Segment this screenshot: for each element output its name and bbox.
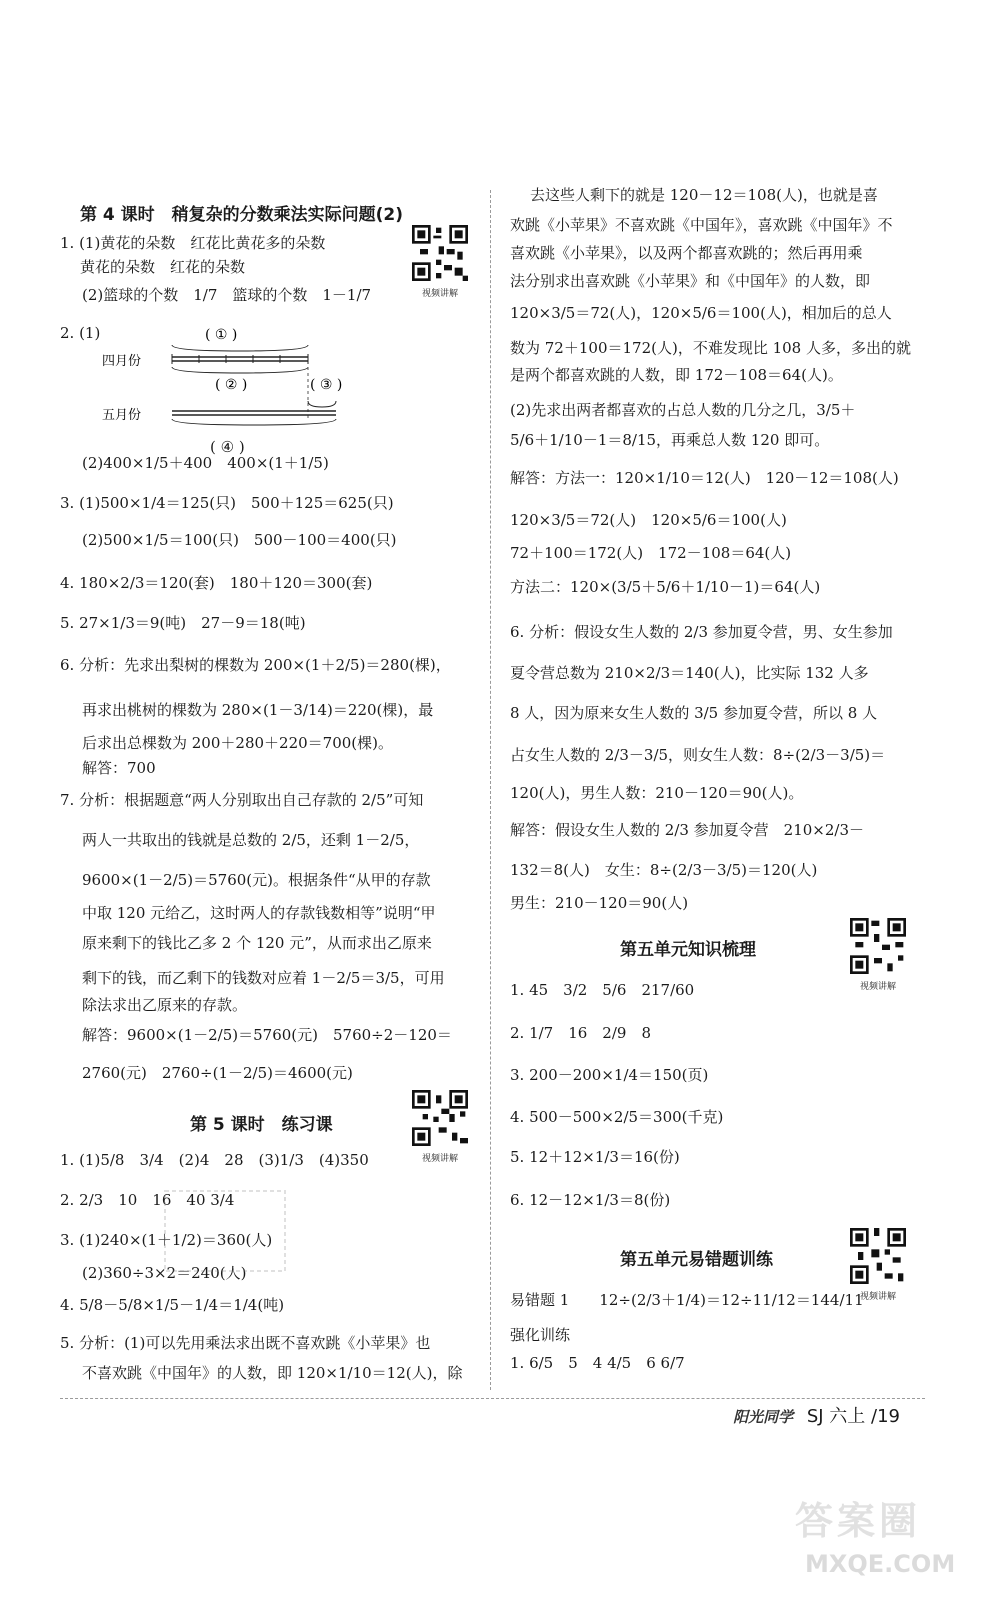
answer-7b: 两人一共取出的钱就是总数的 2/5，还剩 1－2/5， bbox=[82, 831, 420, 849]
answer-6b: 再求出桃树的棵数为 280×(1－3/14)＝220(棵)，最 bbox=[82, 701, 434, 719]
brand-logo: 阳光同学 bbox=[733, 1408, 794, 1426]
review-4: 4. 500－500×2/5＝300(千克) bbox=[510, 1108, 724, 1126]
practice-4: 4. 5/8－5/8×1/5－1/4＝1/4(吨) bbox=[60, 1296, 285, 1314]
answer-3b: (2)500×1/5＝100(只) 500－100＝400(只) bbox=[82, 531, 397, 549]
faint-stamp-graphic bbox=[160, 1186, 290, 1276]
answer-5: 5. 27×1/3＝9(吨) 27－9＝18(吨) bbox=[60, 614, 306, 632]
right-line-19: 解答：假设女生人数的 2/3 参加夏令营 210×2/3－ bbox=[510, 821, 865, 839]
right-line-1: 去这些人剩下的就是 120－12＝108(人)，也就是喜 bbox=[530, 186, 878, 204]
diagram-bracket-1: ( ① ) bbox=[205, 327, 238, 343]
qr-lesson4[interactable] bbox=[412, 225, 468, 299]
lesson4-title: 第 4 课时 稍复杂的分数乘法实际问题(2) bbox=[80, 205, 404, 225]
column-divider bbox=[490, 190, 491, 1390]
qr-unit5-error[interactable] bbox=[850, 1228, 906, 1302]
answer-1a: 1. (1)黄花的朵数 红花比黄花多的朵数 bbox=[60, 234, 326, 252]
drill-label: 强化训练 bbox=[510, 1326, 571, 1344]
right-line-5: 120×3/5＝72(人)，120×5/6＝100(人)，相加后的总人 bbox=[510, 304, 892, 322]
right-line-16: 8 人，因为原来女生人数的 3/5 参加夏令营，所以 8 人 bbox=[510, 704, 878, 722]
right-line-15: 夏令营总数为 210×2/3＝140(人)，比实际 132 人多 bbox=[510, 664, 869, 682]
review-3: 3. 200－200×1/4＝150(页) bbox=[510, 1066, 709, 1084]
answer-6c: 后求出总棵数为 200＋280＋220＝700(棵)。 bbox=[82, 734, 393, 752]
right-line-12: 72＋100＝172(人) 172－108＝64(人) bbox=[510, 544, 792, 562]
footer-rule bbox=[60, 1398, 925, 1399]
may-label: 五月份 bbox=[102, 408, 142, 423]
right-line-14: 6. 分析：假设女生人数的 2/3 参加夏令营，男、女生参加 bbox=[510, 623, 893, 641]
watermark bbox=[795, 1490, 975, 1590]
qr-unit5-review[interactable] bbox=[850, 918, 906, 992]
unit5-error-title: 第五单元易错题训练 bbox=[620, 1250, 773, 1270]
watermark-url: MXQE.COM bbox=[805, 1550, 956, 1578]
right-line-3: 喜欢跳《小苹果》，以及两个都喜欢跳的；然后再用乘 bbox=[510, 244, 863, 262]
answer-7d: 中取 120 元给乙，这时两人的存款钱数相等”说明“甲 bbox=[82, 904, 436, 922]
qr-caption: 视频讲解 bbox=[421, 289, 458, 299]
review-5: 5. 12＋12×1/3＝16(份) bbox=[510, 1148, 680, 1166]
answer-7e: 原来剩下的钱比乙多 2 个 120 元”，从而求出乙原来 bbox=[82, 934, 432, 952]
drill-1: 1. 6/5 5 4 4/5 6 6/7 bbox=[510, 1354, 685, 1372]
diagram-bracket-4: ( ④ ) bbox=[210, 438, 245, 456]
qr-code-icon bbox=[412, 1090, 468, 1146]
answer-6d: 解答：700 bbox=[82, 759, 156, 777]
right-line-18: 120(人)，男生人数：210－120＝90(人)。 bbox=[510, 784, 804, 802]
answer-7a: 7. 分析：根据题意“两人分别取出自己存款的 2/5”可知 bbox=[60, 791, 424, 809]
qr-lesson5[interactable] bbox=[412, 1090, 468, 1164]
practice-3a: 3. (1)240×(1＋1/2)＝360(人) bbox=[60, 1231, 273, 1249]
qr-code-icon bbox=[850, 1228, 906, 1284]
answer-7g: 除法求出乙原来的存款。 bbox=[82, 996, 248, 1014]
right-line-10: 解答：方法一：120×1/10＝12(人) 120－12＝108(人) bbox=[510, 469, 899, 487]
practice-1: 1. (1)5/8 3/4 (2)4 28 (3)1/3 (4)350 bbox=[60, 1151, 369, 1169]
answer-7h: 解答：9600×(1－2/5)＝5760(元) 5760÷2－120＝ bbox=[82, 1026, 452, 1044]
answer-7f: 剩下的钱，而乙剩下的钱数对应着 1－2/5＝3/5，可用 bbox=[82, 969, 445, 987]
review-2: 2. 1/7 16 2/9 8 bbox=[510, 1024, 651, 1042]
right-line-17: 占女生人数的 2/3－3/5，则女生人数：8÷(2/3－3/5)＝ bbox=[510, 746, 886, 764]
right-line-2: 欢跳《小苹果》不喜欢跳《中国年》，喜欢跳《中国年》不 bbox=[510, 216, 893, 234]
error-1: 易错题 1 12÷(2/3＋1/4)＝12÷11/12＝144/11 bbox=[510, 1291, 864, 1309]
right-line-6: 数为 72＋100＝172(人)，不难发现比 108 人多，多出的就 bbox=[510, 339, 911, 357]
practice-5a: 5. 分析：(1)可以先用乘法求出既不喜欢跳《小苹果》也 bbox=[60, 1334, 431, 1352]
answer-7i: 2760(元) 2760÷(1－2/5)＝4600(元) bbox=[82, 1064, 353, 1082]
april-label: 四月份 bbox=[102, 354, 142, 369]
right-line-21: 男生：210－120＝90(人) bbox=[510, 894, 689, 912]
qr-caption: 视频讲解 bbox=[859, 1292, 896, 1302]
practice-3b: (2)360÷3×2＝240(人) bbox=[82, 1264, 247, 1282]
diagram-bracket-3: ( ③ ) bbox=[310, 377, 343, 393]
answer-7c: 9600×(1－2/5)＝5760(元)。根据条件“从甲的存款 bbox=[82, 871, 431, 889]
review-1: 1. 45 3/2 5/6 217/60 bbox=[510, 981, 695, 999]
lesson5-title: 第 5 课时 练习课 bbox=[190, 1115, 333, 1135]
right-line-13: 方法二：120×(3/5＋5/6＋1/10－1)＝64(人) bbox=[510, 578, 821, 596]
brace-top bbox=[172, 345, 308, 351]
answer-1b: 黄花的朵数 红花的朵数 bbox=[80, 258, 246, 276]
right-line-7: 是两个都喜欢跳的人数，即 172－108＝64(人)。 bbox=[510, 366, 843, 384]
answer-1c: (2)篮球的个数 1/7 篮球的个数 1－1/7 bbox=[82, 286, 372, 304]
right-line-20: 132＝8(人) 女生：8÷(2/3－3/5)＝120(人) bbox=[510, 861, 818, 879]
answer-3a: 3. (1)500×1/4＝125(只) 500＋125＝625(只) bbox=[60, 494, 394, 512]
page-footer bbox=[733, 1402, 900, 1428]
answer-2-label: 2. (1) bbox=[60, 324, 101, 342]
right-line-11: 120×3/5＝72(人) 120×5/6＝100(人) bbox=[510, 511, 787, 529]
right-line-9: 5/6＋1/10－1＝8/15，再乘总人数 120 即可。 bbox=[510, 431, 830, 449]
review-6: 6. 12－12×1/3＝8(份) bbox=[510, 1191, 671, 1209]
qr-code-icon bbox=[412, 225, 468, 281]
segment-diagram bbox=[100, 325, 400, 435]
diagram-bracket-2: ( ② ) bbox=[215, 377, 248, 393]
answer-6a: 6. 分析：先求出梨树的棵数为 200×(1＋2/5)＝280(棵)， bbox=[60, 656, 451, 674]
answer-4: 4. 180×2/3＝120(套) 180＋120＝300(套) bbox=[60, 574, 373, 592]
answer-2b: (2)400×1/5＋400 400×(1＋1/5) bbox=[82, 454, 329, 472]
unit5-review-title: 第五单元知识梳理 bbox=[620, 940, 756, 960]
practice-2: 2. 2/3 10 16 40 3/4 bbox=[60, 1191, 235, 1209]
qr-caption: 视频讲解 bbox=[421, 1154, 458, 1164]
right-line-8: (2)先求出两者都喜欢的占总人数的几分之几，3/5＋ bbox=[510, 401, 856, 419]
practice-5b: 不喜欢跳《中国年》的人数，即 120×1/10＝12(人)，除 bbox=[82, 1364, 463, 1382]
watermark-logo: 答案圈 bbox=[795, 1499, 922, 1543]
qr-caption: 视频讲解 bbox=[859, 982, 896, 992]
qr-code-icon bbox=[850, 918, 906, 974]
page-number: SJ 六上 /19 bbox=[806, 1406, 900, 1427]
right-line-4: 法分别求出喜欢跳《小苹果》和《中国年》的人数，即 bbox=[510, 272, 871, 290]
